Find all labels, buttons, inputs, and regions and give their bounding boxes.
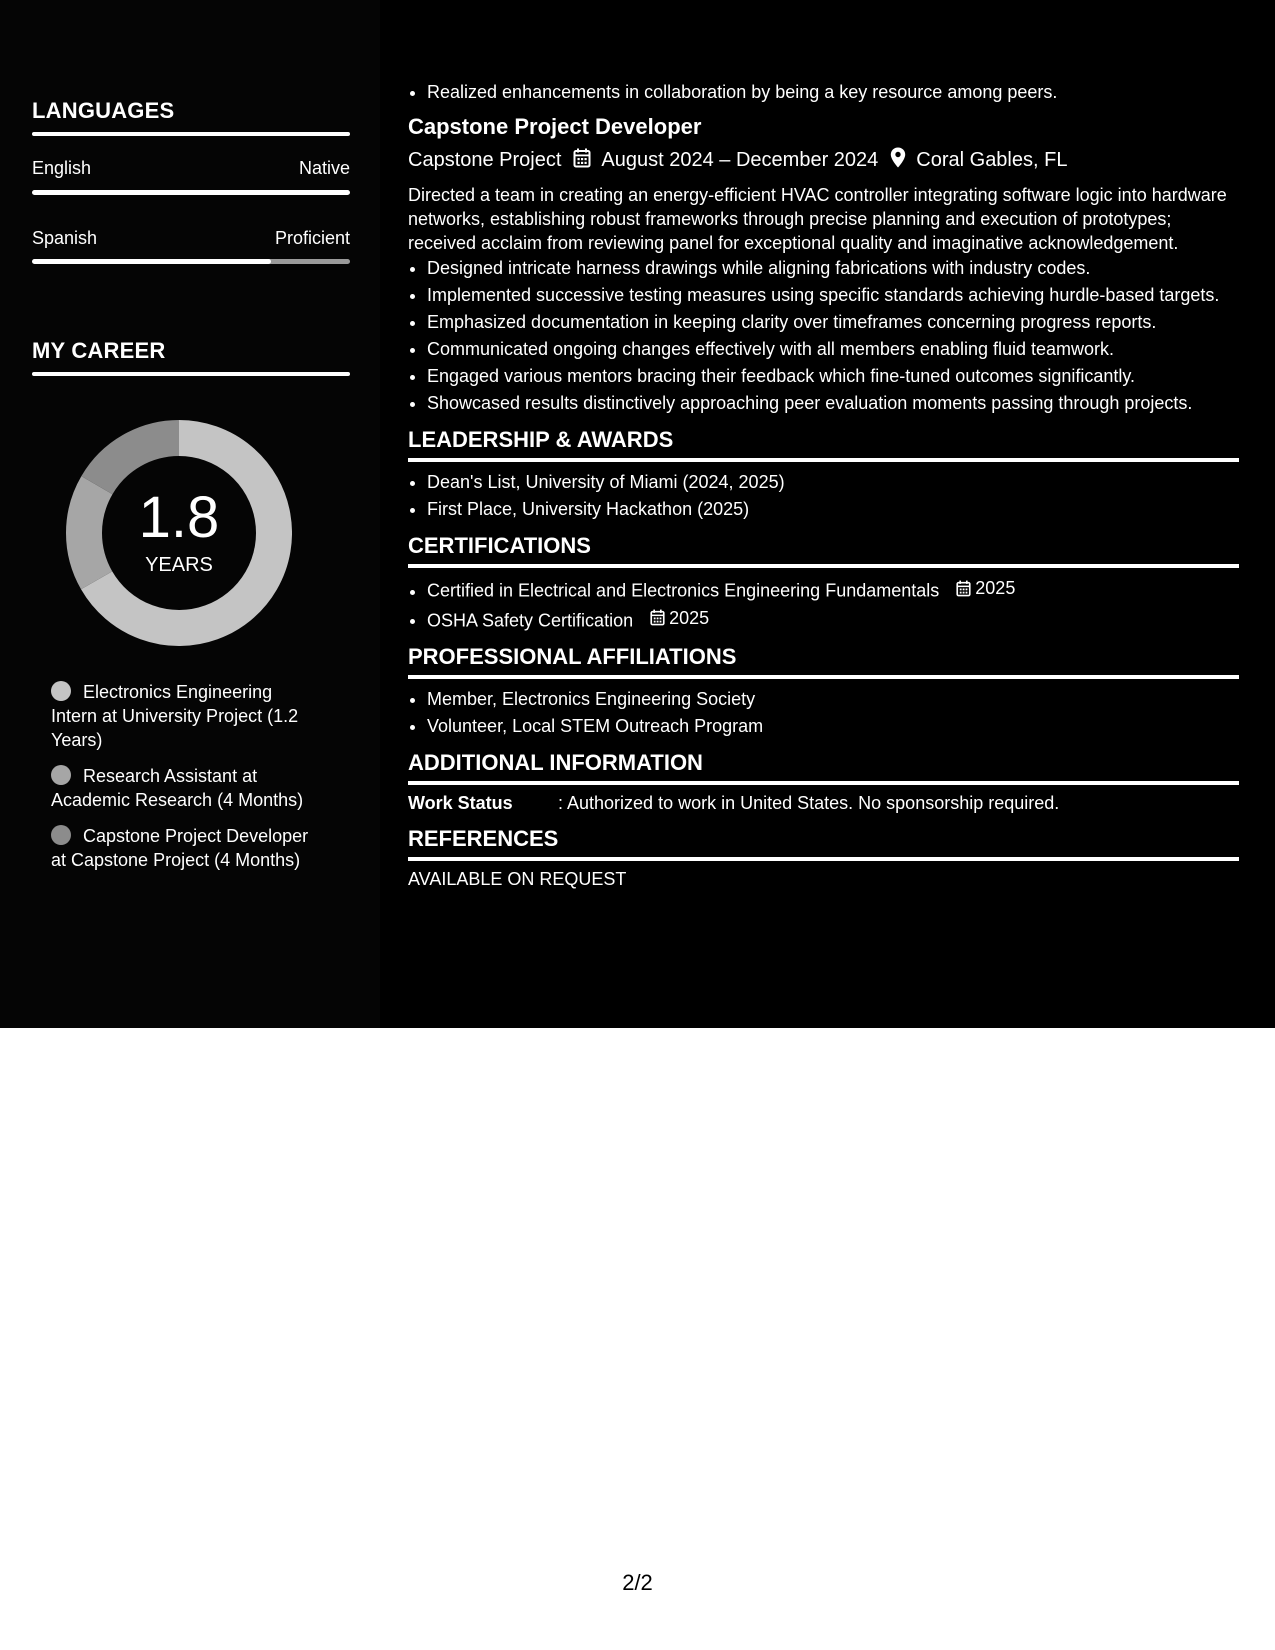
language-level: Native	[298, 158, 350, 178]
career-legend-item	[51, 764, 321, 812]
bullet-item: • Dean's List, University of Miami (2024, 2025)	[427, 470, 1239, 494]
bullet-item: • Member, Electronics Engineering Society	[427, 687, 1239, 711]
leadership-list	[408, 470, 1239, 521]
language-spanish	[32, 228, 350, 249]
career-legend-item	[51, 824, 321, 872]
work-status-label: Work Status	[408, 793, 513, 813]
career-item-label: Research Assistant at Academic Research (4 Months)	[51, 766, 304, 810]
bullet-item: • First Place, University Hackathon (2025)	[427, 497, 1239, 521]
work-status-row	[408, 793, 1239, 814]
language-level: Proficient	[274, 228, 350, 248]
bullet-item: • Engaged various mentors bracing their feedback which fine-tuned outcomes significantly.	[427, 364, 1239, 388]
certification-item	[427, 606, 1239, 633]
legend-dot	[51, 825, 71, 845]
job-title: Capstone Project Developer	[408, 114, 702, 139]
certification-year: 2025	[975, 578, 1016, 598]
previous-job-bullets	[408, 80, 1239, 104]
section-title-references: REFERENCES	[408, 826, 1239, 861]
certification-date	[650, 606, 709, 630]
language-english	[32, 158, 350, 179]
donut-segment	[97, 438, 179, 485]
bullet-item: • Volunteer, Local STEM Outreach Program	[427, 714, 1239, 738]
job-dates: August 2024 – December 2024	[601, 149, 879, 171]
bullet-item: • Showcased results distinctively approaching peer evaluation moments passing through projects.	[427, 391, 1239, 415]
job-bullets	[408, 256, 1239, 415]
job-description: Directed a team in creating an energy-efficient HVAC controller integrating software logic into hardware networks, establishing robust frameworks through precise planning and execution of prototypes; received acclaim from reviewing panel for exceptional quality and imaginative acknowledgement.	[408, 185, 1227, 253]
section-title-additional: ADDITIONAL INFORMATION	[408, 750, 1239, 785]
bullet-item: • Implemented successive testing measures using specific standards achieving hurdle-based targets.	[427, 283, 1239, 307]
legend-dot	[51, 681, 71, 701]
career-rule	[32, 372, 350, 376]
certification-name: Certified in Electrical and Electronics Engineering Fundamentals	[427, 580, 940, 601]
job-company: Capstone Project	[408, 149, 562, 171]
section-title-leadership: LEADERSHIP & AWARDS	[408, 427, 1239, 462]
calendar-icon	[956, 580, 971, 597]
map-pin-icon	[890, 147, 906, 174]
career-item-label: Capstone Project Developer at Capstone Project (4 Months)	[51, 826, 309, 870]
language-bar-spanish	[32, 259, 350, 264]
language-bar-fill	[32, 190, 350, 195]
language-bar-fill	[32, 259, 271, 264]
bullet-item: • Designed intricate harness drawings while aligning fabrications with industry codes.	[427, 256, 1239, 280]
affiliations-list	[408, 687, 1239, 738]
job-location: Coral Gables, FL	[916, 149, 1068, 171]
career-legend	[51, 680, 321, 884]
career-title: MY CAREER	[32, 338, 166, 363]
section-title-certifications: CERTIFICATIONS	[408, 533, 1239, 568]
career-total: 1.8	[138, 485, 220, 550]
sidebar	[0, 0, 380, 1028]
language-name: English	[32, 158, 92, 178]
certification-item	[427, 576, 1239, 603]
career-item-label: Electronics Engineering Intern at University Project (1.2 Years)	[51, 682, 299, 750]
bullet-item: • Communicated ongoing changes effectively with all members enabling fluid teamwork.	[427, 337, 1239, 361]
career-unit: YEARS	[145, 554, 213, 576]
legend-dot	[51, 765, 71, 785]
bullet-item: • Emphasized documentation in keeping clarity over timeframes concerning progress reports.	[427, 310, 1239, 334]
career-donut	[66, 420, 292, 646]
work-status-value: : Authorized to work in United States. No sponsorship required.	[558, 793, 1060, 813]
calendar-icon	[650, 609, 665, 626]
certifications-list	[408, 576, 1239, 632]
certification-year: 2025	[669, 607, 710, 628]
language-name: Spanish	[32, 228, 98, 248]
certification-date	[956, 576, 1015, 600]
job-meta	[408, 147, 1239, 174]
languages-rule	[32, 132, 350, 136]
calendar-icon	[573, 148, 591, 174]
references-text: AVAILABLE ON REQUEST	[408, 869, 627, 889]
certification-name: OSHA Safety Certification	[427, 610, 634, 630]
bullet-item: • Realized enhancements in collaboration by being a key resource among peers.	[427, 80, 1239, 104]
language-bar-english	[32, 190, 350, 195]
career-legend-item	[51, 680, 321, 752]
languages-title: LANGUAGES	[32, 98, 175, 123]
page-number: 2/2	[622, 1570, 653, 1595]
main-content	[408, 80, 1239, 890]
section-title-affiliations: PROFESSIONAL AFFILIATIONS	[408, 644, 1239, 679]
